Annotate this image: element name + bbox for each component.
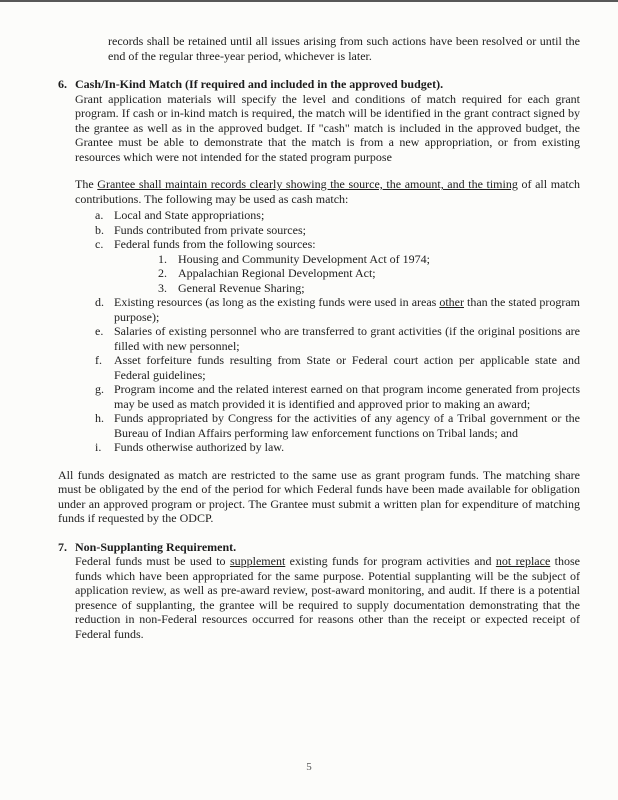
section-number: 6. — [58, 77, 67, 91]
paragraph: All funds designated as match are restricted to the same use as grant program funds. The matching share must be obligated by the end of the period for which Federal funds have been made available for obligation under an approved program or project. The Grantee must submit a written plan for expenditure of matching funds if requested by the ODCP. — [58, 467, 580, 525]
list-item-text: Funds contributed from private sources; — [114, 222, 306, 237]
section-6-heading — [58, 77, 580, 92]
list-marker: h. — [95, 411, 104, 425]
list-item-text: Salaries of existing personnel who are transferred to grant activities (if the original positions are filled with new personnel; — [114, 324, 580, 353]
section-7 — [58, 540, 580, 642]
sublist-item-text: General Revenue Sharing; — [178, 280, 305, 295]
list-marker: d. — [95, 295, 104, 309]
section-number: 7. — [58, 539, 67, 554]
section-7-heading — [58, 540, 580, 555]
sublist-marker: 2. — [158, 266, 167, 280]
section-6-body — [58, 91, 581, 526]
list-marker: f. — [95, 353, 102, 367]
list-item-c — [95, 237, 580, 295]
sublist-item-text: Housing and Community Development Act of 1974; — [178, 251, 430, 266]
paragraph: The Grantee shall maintain records clearly showing the source, the amount, and the timing of all match contributions. The following may be used as cash match: — [75, 177, 581, 206]
list-marker: e. — [95, 324, 104, 338]
sublist-item-2 — [158, 266, 580, 281]
list-item-text: Existing resources (as long as the existing funds were used in areas other than the stated program purpose); — [114, 295, 580, 324]
list-item-g — [95, 382, 580, 411]
sublist-item-1 — [158, 252, 580, 267]
list-item-a — [95, 208, 580, 223]
list-item-text: Asset forfeiture funds resulting from State or Federal court action per applicable state and Federal guidelines; — [114, 353, 580, 382]
sublist-item-text: Appalachian Regional Development Act; — [178, 266, 376, 280]
continuation-paragraph: records shall be retained until all issues arising from such actions have been resolved or until the end of the regular three-year period, whichever is later. — [108, 34, 580, 63]
list-marker: c. — [95, 237, 104, 251]
section-title: Non-Supplanting Requirement. — [75, 539, 237, 554]
section-title: Cash/In-Kind Match (If required and included in the approved budget). — [75, 77, 444, 91]
section-6 — [58, 77, 580, 526]
list-marker: i. — [95, 440, 102, 454]
list-item-d — [95, 295, 580, 324]
cash-match-list — [95, 208, 580, 455]
list-item-e — [95, 324, 580, 353]
list-item-h — [95, 411, 580, 440]
list-item-i — [95, 440, 580, 455]
list-item-f — [95, 353, 580, 382]
sublist-item-3 — [158, 281, 580, 296]
list-item-text: Funds appropriated by Congress for the activities of any agency of a Tribal government or the Bureau of Indian Affairs performing law enforcement functions on Tribal lands; and — [114, 411, 580, 440]
paragraph: Federal funds must be used to supplement existing funds for program activities and not replace those funds which have been appropriated for the same purpose. Potential supplanting will be the subject of application review, as well as pre-award review, post-award monitoring, and audit. If there is a potential presence of supplanting, the grantee will be required to supply documentation demonstrating that the reduction in non-Federal resources occurred for reasons other than the receipt or expected receipt of Federal funds. — [75, 554, 580, 641]
scan-edge-artifact — [0, 0, 618, 2]
federal-sources-sublist — [158, 252, 580, 296]
list-marker: a. — [95, 208, 104, 222]
list-item-text: Funds otherwise authorized by law. — [114, 440, 285, 454]
list-marker: g. — [95, 382, 104, 396]
sublist-marker: 1. — [158, 251, 167, 266]
section-7-body — [75, 554, 580, 641]
page-number: 5 — [306, 760, 312, 773]
list-item-text: Local and State appropriations; — [114, 208, 265, 222]
paragraph: Grant application materials will specify the level and conditions of match required for each grant program. If cash or in-kind match is required, the match will be identified in the grant contract signed by the grantee as well as in the approved budget. If "cash" match is included in the approved budget, the Grantee must be able to demonstrate that the match is from a new appropriation, or from existing resources which were not intended for the stated program purpose — [75, 91, 580, 164]
sublist-marker: 3. — [158, 280, 167, 295]
list-item-text: Program income and the related interest earned on that program income generated from projects may be used as match provided it is identified and approved prior to making an award; — [114, 382, 580, 411]
list-item-text: Federal funds from the following sources: — [114, 237, 316, 251]
list-item-b — [95, 223, 580, 238]
list-marker: b. — [95, 222, 104, 237]
